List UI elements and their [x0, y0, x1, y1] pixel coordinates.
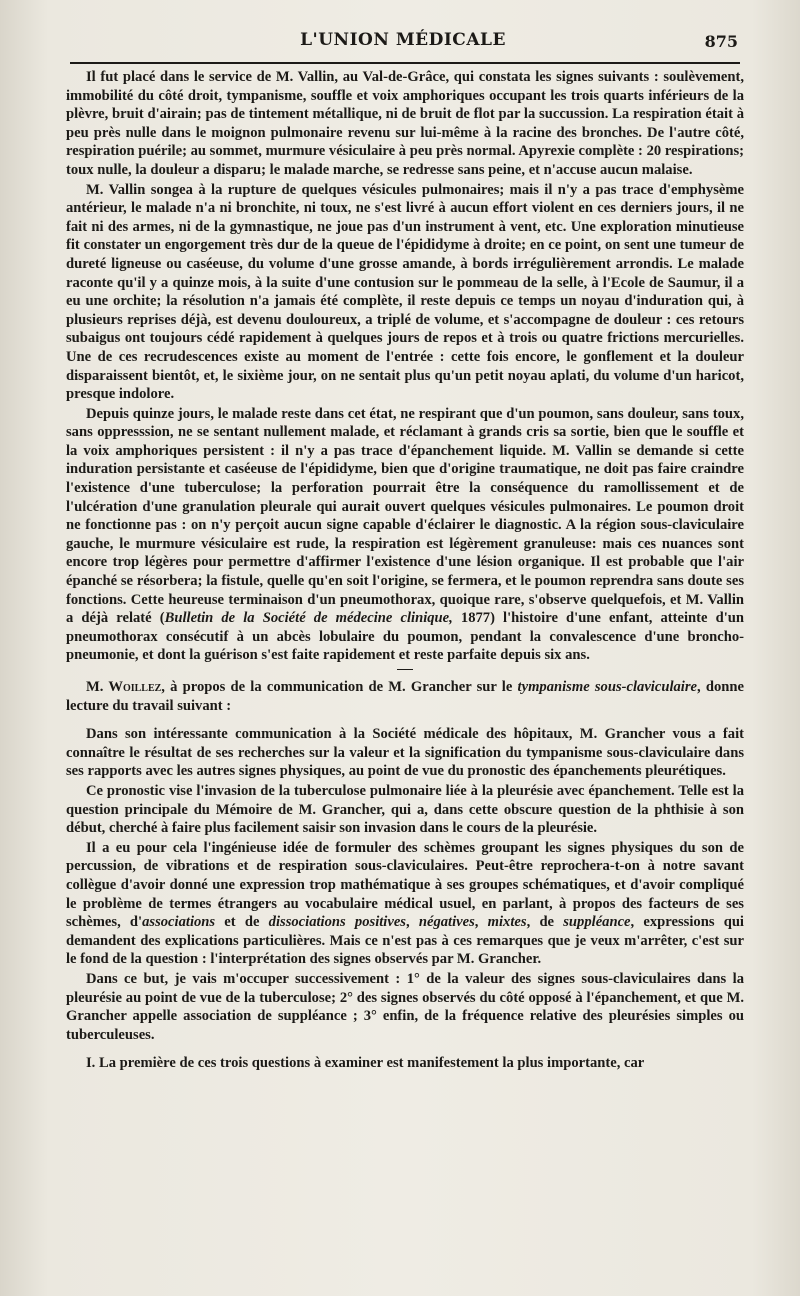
paragraph-text: Il a eu pour cela l'ingénieuse idée de formuler des schèmes groupant les signes physiques du son de percussion, de vibrations et de respiration sous-claviculaires. Peut-être reprochera-t-on à notre savant collègue d'avoir donné une expression trop mathématique à ses groupes schématiques, et d'avoir compliqué le problème de termes étrangers au vocabulaire médical usuel, en parlant, à propos des facteurs de ses schèmes, d'	[66, 839, 744, 931]
paragraph: Il fut placé dans le service de M. Vallin, au Val-de-Grâce, qui constata les signes suivants : soulèvement, immobilité du côté droit, tympanisme, souffle et voix amphoriques occupant les trois quarts inférieurs de la plèvre, bruit d'airain; pas de tintement métallique, ni de bruit de flot par la succussion. La respiration était à peu près nulle dans le moignon pulmonaire revenu sur lui-même à la racine des bronches. De l'autre côté, respiration puérile; au sommet, murmure vésiculaire à peu près normal. Apyrexie complète : 20 respirations; toux nulle, la douleur a disparu; le malade marche, se redresse sans peine, et n'accuse aucun malaise.	[66, 69, 744, 178]
citation: Bulletin de la Société de médecine clinique,	[164, 610, 453, 627]
italic-term: dissociations positives	[268, 914, 406, 931]
spacer	[66, 715, 744, 725]
paragraph-text: 1877) l'histoire d'une enfant, atteinte d'un pneumothorax consécutif à un abcès lobulaire du poumon, pendant la convalescence d'une broncho-pneumonie, et dont la guérison s'est faite rapidement et reste parfaite depuis six ans.	[66, 610, 745, 664]
running-title: L'UNION MÉDICALE	[300, 30, 506, 50]
body-text	[66, 68, 744, 1073]
speaker-name: M. Woillez	[86, 679, 162, 695]
italic-term: négatives	[418, 914, 475, 931]
paragraph: M. Vallin songea à la rupture de quelques vésicules pulmonaires; mais il n'y a pas trace d'emphysème antérieur, le malade n'a ni bronchite, ni toux, ne s'est livré à aucun effort violent en ces derniers jours, il ne fait ni des armes, ni de la gymnastique, ne joue pas d'un instrument à vent, etc. Une exploration minutieuse fit constater un engorgement très dur de la queue de l'épididyme à droite; en ce point, on sent une tumeur de dureté ligneuse ou caséeuse, du volume d'une grosse amande, à bords irrégulièrement arrondis. Le malade raconte qu'il y a quinze mois, à la suite d'une contusion sur le pommeau de la selle, à l'Ecole de Saumur, il a eu une orchite; la résolution n'a jamais été complète, il reste depuis ce temps un noyau d'induration qui, à plusieurs reprises déjà, est devenu douloureux, a triplé de volume, et s'accompagne de douleur : ces retours subaigus ont toujours cédé rapidement à quelques jours de repos et à trois ou quatre frictions mercurielles. Une de ces recrudescences existe au moment de l'entrée : cette fois encore, le gonflement et la douleur disparaissent bientôt, et, le sixième jour, on ne sentait plus qu'un petit noyau aplati, du volume d'un haricot, presque indolore.	[66, 181, 744, 403]
paragraph: I. La première de ces trois questions à examiner est manifestement la plus importante, car	[86, 1055, 645, 1072]
italic-term: tympanisme sous-claviculaire	[517, 679, 698, 695]
paragraph	[66, 678, 744, 715]
paragraph-text: ,	[474, 914, 488, 931]
page-number: 875	[704, 32, 738, 51]
page-header	[68, 28, 738, 58]
italic-term: mixtes	[487, 914, 527, 931]
spacer	[66, 1044, 744, 1054]
paragraph-text: ,	[406, 914, 419, 931]
paragraph-text: , expressions qui demandent des explications particulières. Mais ce n'est pas à ces remarques que je veux m'arrêter, c'est sur le fond de la question : l'interprétation des signes observés par M. Grancher.	[66, 914, 744, 968]
paragraph	[66, 839, 744, 969]
section-separator	[397, 669, 413, 670]
paragraph: Dans son intéressante communication à la Société médicale des hôpitaux, M. Grancher vous a fait connaître le résultat de ses recherches sur la valeur et la signification du tympanisme sous-claviculaire dans ses rapports avec les autres signes physiques, au point de vue du pronostic des épanchements pleurétiques.	[66, 726, 744, 780]
paragraph: Dans ce but, je vais m'occuper successivement : 1° de la valeur des signes sous-claviculaires dans la pleurésie au point de vue de la tuberculose; 2° des signes observés du côté opposé à l'épanchement, et que M. Grancher appelle association de suppléance ; 3° enfin, de la fréquence relative des pleurésies simples ou tuberculeuses.	[66, 970, 744, 1043]
italic-term: associations	[142, 914, 216, 931]
paragraph	[66, 405, 744, 665]
paragraph-text: , donne lecture du travail suivant :	[66, 679, 744, 714]
paragraph-text: , à propos de la communication de M. Grancher sur le	[161, 679, 518, 695]
paragraph-text: , de	[526, 914, 564, 931]
header-rule	[70, 62, 740, 64]
paragraph-text: Depuis quinze jours, le malade reste dans cet état, ne respirant que d'un poumon, sans douleur, sans toux, sans oppresssion, ne se sentant nullement malade, et réclamant à grands cris sa sortie, bien que le souffle et la voix amphoriques persistent : il n'y a pas trace d'épanchement liquide. M. Vallin se demande si cette induration persistante et caséeuse de l'épididyme, bien que d'origine traumatique, ne doit pas faire craindre l'existence d'une tuberculose; la perforation pourrait être la conséquence du ramollissement et de l'ulcération d'une granulation pleurale qui aurait ouvert quelques vésicules pulmonaires. Le poumon droit ne fonctionne pas : on n'y perçoit aucun signe capable d'éclairer le diagnostic. A la région sous-claviculaire gauche, le murmure vésiculaire est rude, la respiration est légèrement granuleuse: mais ces nuances sont encore trop légères pour permettre d'affirmer l'existence d'une lésion organique. Il est probable que l'air épanché se résorbera; la fistule, quelle qu'en soit l'origine, se fermera, et le poumon reprendra sans doute ses fonctions. Cette heureuse terminaison d'un pneumothorax, quoique rare, s'observe quelquefois, et M. Vallin a déjà relaté (	[66, 405, 744, 627]
paragraph: Ce pronostic vise l'invasion de la tuberculose pulmonaire liée à la pleurésie avec épanchement. Telle est la question principale du Mémoire de M. Grancher, qui a, dans cette obscure question de la phthisie à son début, cherché à faire plus facilement saisir son invasion dans le cours de la pleurésie.	[66, 782, 744, 837]
paragraph-text: et de	[215, 914, 269, 931]
italic-term: suppléance	[563, 914, 631, 931]
